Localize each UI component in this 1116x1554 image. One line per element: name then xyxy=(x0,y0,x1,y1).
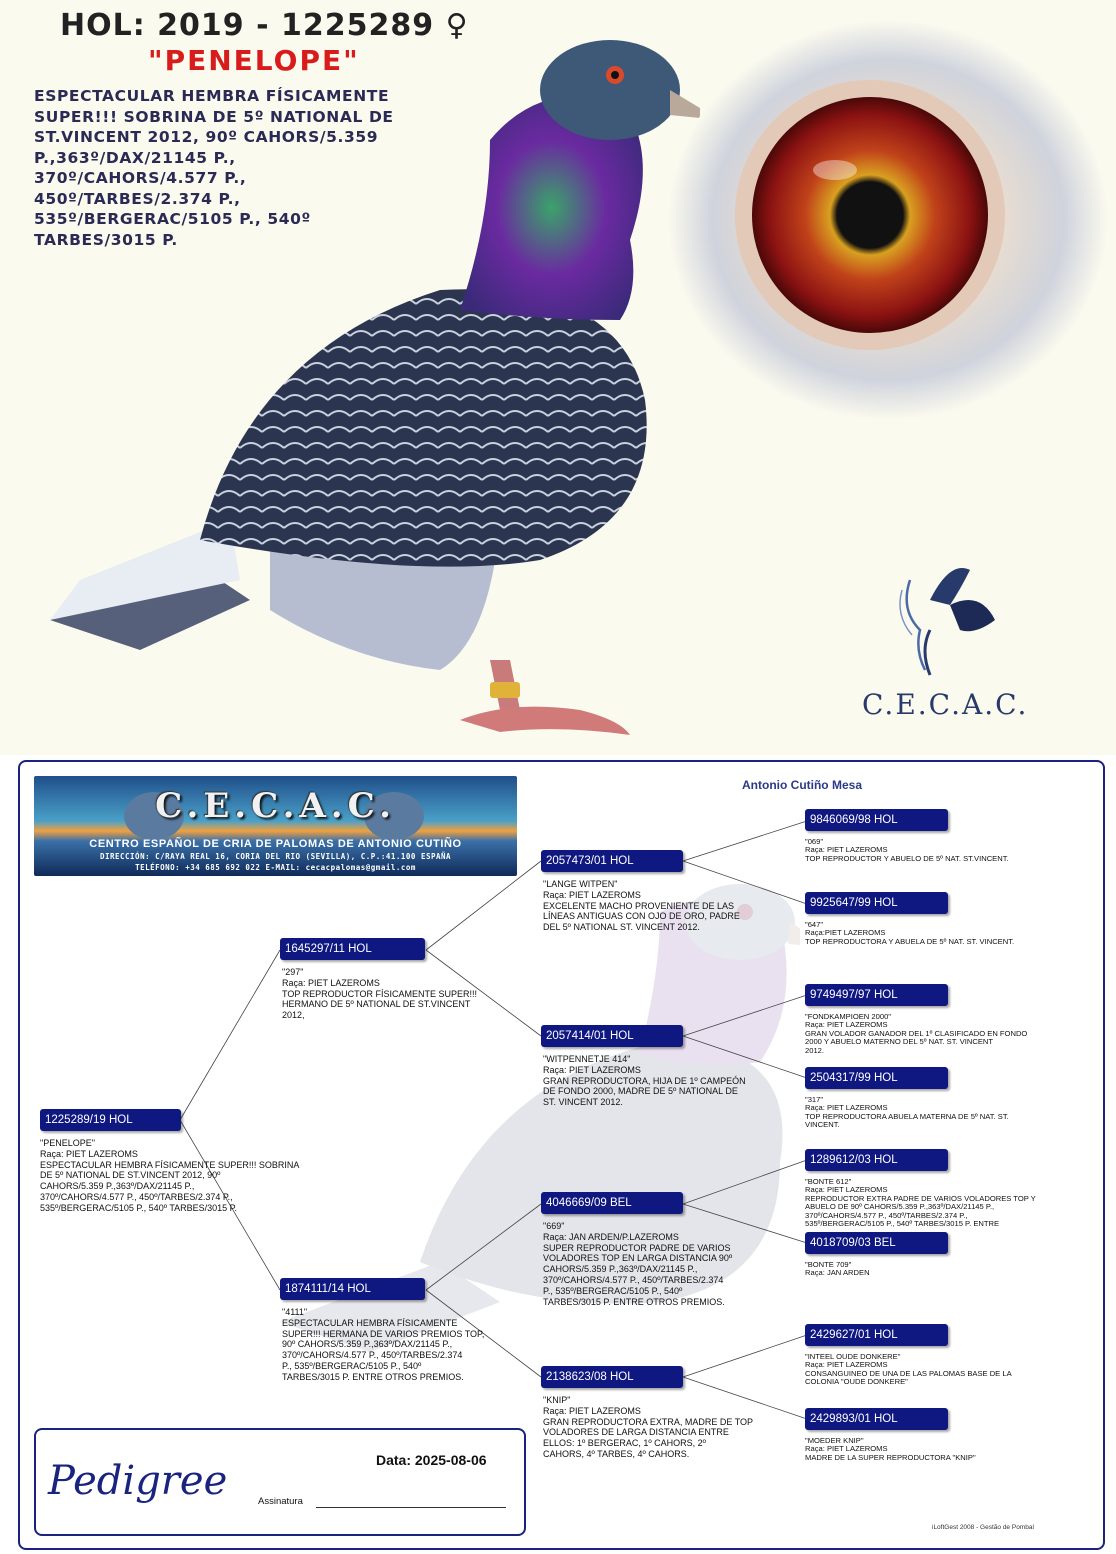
dam-sire-ring-box[interactable]: 4046669/09 BEL xyxy=(541,1192,683,1214)
info-line: Raça: JAN ARDEN xyxy=(805,1268,870,1278)
info-line: TOP REPRODUCTORA Y ABUELA DE 5º NAT. ST. VINCENT. xyxy=(805,936,1015,946)
info-line: Raça: PIET LAZEROMS xyxy=(805,1020,888,1030)
info-line: LÍNEAS ANTIGUAS CON OJO DE ORO, PADRE xyxy=(543,911,740,922)
dsd-info xyxy=(805,1261,870,1278)
promo-section xyxy=(0,0,1116,755)
info-line: CAHORS/5.359 P.,363º/DAX/21145 P., xyxy=(40,1181,195,1192)
description-line: P.,363º/DAX/21145 P., xyxy=(34,148,236,167)
info-line: SUPER REPRODUCTOR PADRE DE VARIOS xyxy=(543,1242,731,1253)
ddd-info xyxy=(805,1437,976,1462)
info-line: 370º/CAHORS/4.577 P., 450º/TARBES/2.374 P., xyxy=(40,1191,233,1202)
pigeon-name-title: "PENELOPE" xyxy=(148,44,360,77)
dam-sire-info xyxy=(543,1221,732,1307)
info-line: "BONTE 612" xyxy=(805,1177,852,1186)
ssd-info xyxy=(805,921,1014,946)
dam-ring-box[interactable]: 1874111/14 HOL xyxy=(280,1278,425,1300)
info-line: Raça: PIET LAZEROMS xyxy=(805,1103,888,1113)
description-line: ESPECTACULAR HEMBRA FÍSICAMENTE xyxy=(34,87,390,105)
info-line: "669" xyxy=(543,1221,565,1231)
sire-sire-ring-box[interactable]: 2057473/01 HOL xyxy=(541,850,683,872)
info-line: "MOEDER KNIP" xyxy=(805,1436,864,1445)
sdd-ring-box[interactable]: 2504317/99 HOL xyxy=(805,1067,948,1089)
signature-label: Assinatura xyxy=(258,1496,303,1507)
info-line: GRAN VOLADOR GANADOR DEL 1º CLASIFICADO EN FONDO xyxy=(805,1028,1028,1038)
info-line: TOP REPRODUCTOR Y ABUELO DE 5º NAT. ST.VINCENT. xyxy=(805,853,1009,863)
description-line: 535º/BERGERAC/5105 P., 540º xyxy=(34,210,311,228)
sire-ring-box[interactable]: 1645297/11 HOL xyxy=(280,938,425,960)
description-line: TARBES/3015 P. xyxy=(34,230,178,249)
info-line: Raça: PIET LAZEROMS xyxy=(805,1360,888,1370)
info-line: Raça: PIET LAZEROMS xyxy=(543,889,641,900)
dss-ring-box[interactable]: 1289612/03 HOL xyxy=(805,1149,948,1171)
info-line: "4111" xyxy=(282,1307,308,1317)
info-line: 370º/CAHORS/4.577 P., 450º/TARBES/2.374 xyxy=(543,1274,724,1285)
dam-info xyxy=(282,1307,484,1383)
info-line: TOP REPRODUCTOR FÍSICAMENTE SUPER!!! xyxy=(282,988,478,999)
info-line: ELLOS: 1º BERGERAC, 1º CAHORS, 2º xyxy=(543,1438,706,1449)
description-line: 370º/CAHORS/4.577 P., xyxy=(34,169,247,187)
info-line: TARBES/3015 P. ENTRE OTROS PREMIOS. xyxy=(282,1371,464,1382)
banner-contact: TELÉFONO: +34 685 692 022 E-MAIL: cecacpalomas@gmail.com xyxy=(135,863,416,872)
info-line: "297" xyxy=(282,967,304,977)
info-line: Raça:PIET LAZEROMS xyxy=(805,928,886,938)
info-line: Raça: PIET LAZEROMS xyxy=(40,1148,138,1159)
ring-title: HOL: 2019 - 1225289 ♀ xyxy=(60,8,469,43)
info-line: Raça: PIET LAZEROMS xyxy=(543,1405,641,1416)
info-line: MADRE DE LA SUPER REPRODUCTORA "KNIP" xyxy=(805,1452,976,1462)
description-line: ST.VINCENT 2012, 90º CAHORS/5.359 xyxy=(34,128,379,146)
sire-sire-info xyxy=(543,879,740,933)
info-line: DEL 5º NATIONAL ST. VINCENT 2012. xyxy=(543,922,700,933)
dds-info xyxy=(805,1353,1012,1387)
subject-ring-box[interactable]: 1225289/19 HOL xyxy=(40,1109,181,1131)
info-line: EXCELENTE MACHO PROVENIENTE DE LAS xyxy=(543,900,735,911)
info-line: VOLADORES TOP EN LARGA DISTANCIA 90º xyxy=(543,1253,733,1264)
info-line: P., 535º/BERGERAC/5105 P., 540º xyxy=(282,1360,422,1371)
pedigree-script-title: Pedigree xyxy=(48,1458,228,1504)
info-line: "LANGE WITPEN" xyxy=(543,879,618,889)
dam-dam-ring-box[interactable]: 2138623/08 HOL xyxy=(541,1366,683,1388)
eye-photo xyxy=(660,20,1116,440)
signature-line[interactable] xyxy=(316,1507,506,1508)
description-line: 450º/TARBES/2.374 P., xyxy=(34,189,241,208)
info-line: Raça: PIET LAZEROMS xyxy=(543,1064,641,1075)
subject-info xyxy=(40,1138,299,1214)
sire-dam-ring-box[interactable]: 2057414/01 HOL xyxy=(541,1025,683,1047)
info-line: VOLADORES DE LARGA DISTANCIA ENTRE xyxy=(543,1427,729,1438)
info-line: "FONDKAMPIOEN 2000" xyxy=(805,1012,891,1021)
cecac-bird-logo xyxy=(890,560,1000,680)
info-line: CAHORS, 4º TARBES, 4º CAHORS. xyxy=(543,1448,690,1459)
info-line: "WITPENNETJE 414" xyxy=(543,1054,631,1064)
sdd-info xyxy=(805,1096,1009,1130)
info-line: Raça: JAN ARDEN/P.LAZEROMS xyxy=(543,1231,679,1242)
info-line: "317" xyxy=(805,1095,824,1104)
sds-ring-box[interactable]: 9749497/97 HOL xyxy=(805,984,948,1006)
pedigree-chart xyxy=(18,760,1105,1550)
owner-name: Antonio Cutiño Mesa xyxy=(742,778,862,792)
ddd-ring-box[interactable]: 2429893/01 HOL xyxy=(805,1408,948,1430)
sds-info xyxy=(805,1013,1027,1055)
description-line: SUPER!!! SOBRINA DE 5º NATIONAL DE xyxy=(34,107,394,126)
banner-subtitle: CENTRO ESPAÑOL DE CRIA DE PALOMAS DE ANTONIO CUTIÑO xyxy=(89,838,462,850)
info-line: 2012, xyxy=(282,1010,305,1021)
info-line: 2012. xyxy=(805,1045,825,1055)
info-line: REPRODUCTOR EXTRA PADRE DE VARIOS VOLADORES TOP Y xyxy=(805,1193,1036,1203)
info-line: GRAN REPRODUCTORA EXTRA, MADRE DE TOP xyxy=(543,1416,754,1427)
info-line: "647" xyxy=(805,920,824,929)
info-line: ABUELO DE 90º CAHORS/5.359 P.,363º/DAX/21145 P., xyxy=(805,1202,995,1212)
info-line: "PENELOPE" xyxy=(40,1138,95,1148)
info-line: "KNIP" xyxy=(543,1395,571,1405)
info-line: ESPECTACULAR HEMBRA FÍSICAMENTE xyxy=(282,1317,458,1328)
info-line: 90º CAHORS/5.359 P.,363º/DAX/21145 P., xyxy=(282,1339,453,1350)
info-line: Raça: PIET LAZEROMS xyxy=(805,1444,888,1454)
info-line: Raça: PIET LAZEROMS xyxy=(805,1185,888,1195)
sire-info xyxy=(282,967,477,1021)
info-line: Raça: PIET LAZEROMS xyxy=(282,977,380,988)
info-line: GRAN REPRODUCTORA, HIJA DE 1º CAMPEÓN xyxy=(543,1075,746,1086)
info-line: SUPER!!! HERMANA DE VARIOS PREMIOS TOP, xyxy=(282,1328,485,1339)
info-line: P., 535º/BERGERAC/5105 P., 540º xyxy=(543,1285,683,1296)
sire-dam-info xyxy=(543,1054,746,1108)
info-line: COLONIA "OUDE DONKERE" xyxy=(805,1377,908,1387)
banner-title: C.E.C.A.C. xyxy=(155,786,396,826)
info-line: ST. VINCENT 2012. xyxy=(543,1097,623,1108)
info-line: DE 5º NATIONAL DE ST.VINCENT 2012, 90º xyxy=(40,1170,221,1181)
info-line: 370º/CAHORS/4.577 P., 450º/TARBES/2.374 xyxy=(282,1350,463,1361)
date-label: Data: 2025-08-06 xyxy=(376,1452,487,1468)
info-line: "069" xyxy=(805,837,824,846)
info-line: "INTEEL OUDE DONKERE" xyxy=(805,1352,901,1361)
info-line: "BONTE 709" xyxy=(805,1260,852,1269)
info-line: CAHORS/5.359 P.,363º/DAX/21145 P., xyxy=(543,1264,698,1275)
info-line: 2000 Y ABUELO MATERNO DEL 5º NAT. ST. VINCENT xyxy=(805,1037,994,1047)
info-line: 535º/BERGERAC/5105 P., 540º TARBES/3015 P. ENTRE xyxy=(805,1219,1000,1229)
info-line: VINCENT. xyxy=(805,1120,840,1130)
ssd-ring-box[interactable]: 9925647/99 HOL xyxy=(805,892,948,914)
info-line: DE FONDO 2000, MADRE DE 5º NATIONAL DE xyxy=(543,1086,738,1097)
info-line: TOP REPRODUCTORA ABUELA MATERNA DE 5º NAT. ST. xyxy=(805,1111,1009,1121)
info-line: TARBES/3015 P. ENTRE OTROS PREMIOS. xyxy=(543,1296,725,1307)
info-line: CONSANGUINEO DE UNA DE LAS PALOMAS BASE DE LA xyxy=(805,1368,1012,1378)
dss-info xyxy=(805,1178,1036,1228)
dds-ring-box[interactable]: 2429627/01 HOL xyxy=(805,1324,948,1346)
software-credit: iLoftGest 2008 - Gestão de Pombal xyxy=(932,1524,1034,1531)
info-line: 535º/BERGERAC/5105 P., 540º TARBES/3015 P. xyxy=(40,1202,238,1213)
info-line: HERMANO DE 5º NATIONAL DE ST.VINCENT xyxy=(282,999,471,1010)
info-line: Raça: PIET LAZEROMS xyxy=(805,845,888,855)
sss-info xyxy=(805,838,1009,863)
pedigree-footer-box xyxy=(34,1428,526,1536)
banner-address: DIRECCIÓN: C/RAYA REAL 16, CORIA DEL RIO (SEVILLA), C.P.:41.100 ESPAÑA xyxy=(99,852,452,861)
pigeon-description xyxy=(34,86,464,250)
dam-dam-info xyxy=(543,1395,753,1460)
sss-ring-box[interactable]: 9846069/98 HOL xyxy=(805,809,948,831)
dsd-ring-box[interactable]: 4018709/03 BEL xyxy=(805,1232,948,1254)
info-line: ESPECTACULAR HEMBRA FÍSICAMENTE SUPER!!! SOBRINA xyxy=(40,1159,300,1170)
cecac-logo-text: C.E.C.A.C. xyxy=(862,688,1029,721)
info-line: 370º/CAHORS/4.577 P., 450º/TARBES/2.374 P., xyxy=(805,1210,968,1220)
